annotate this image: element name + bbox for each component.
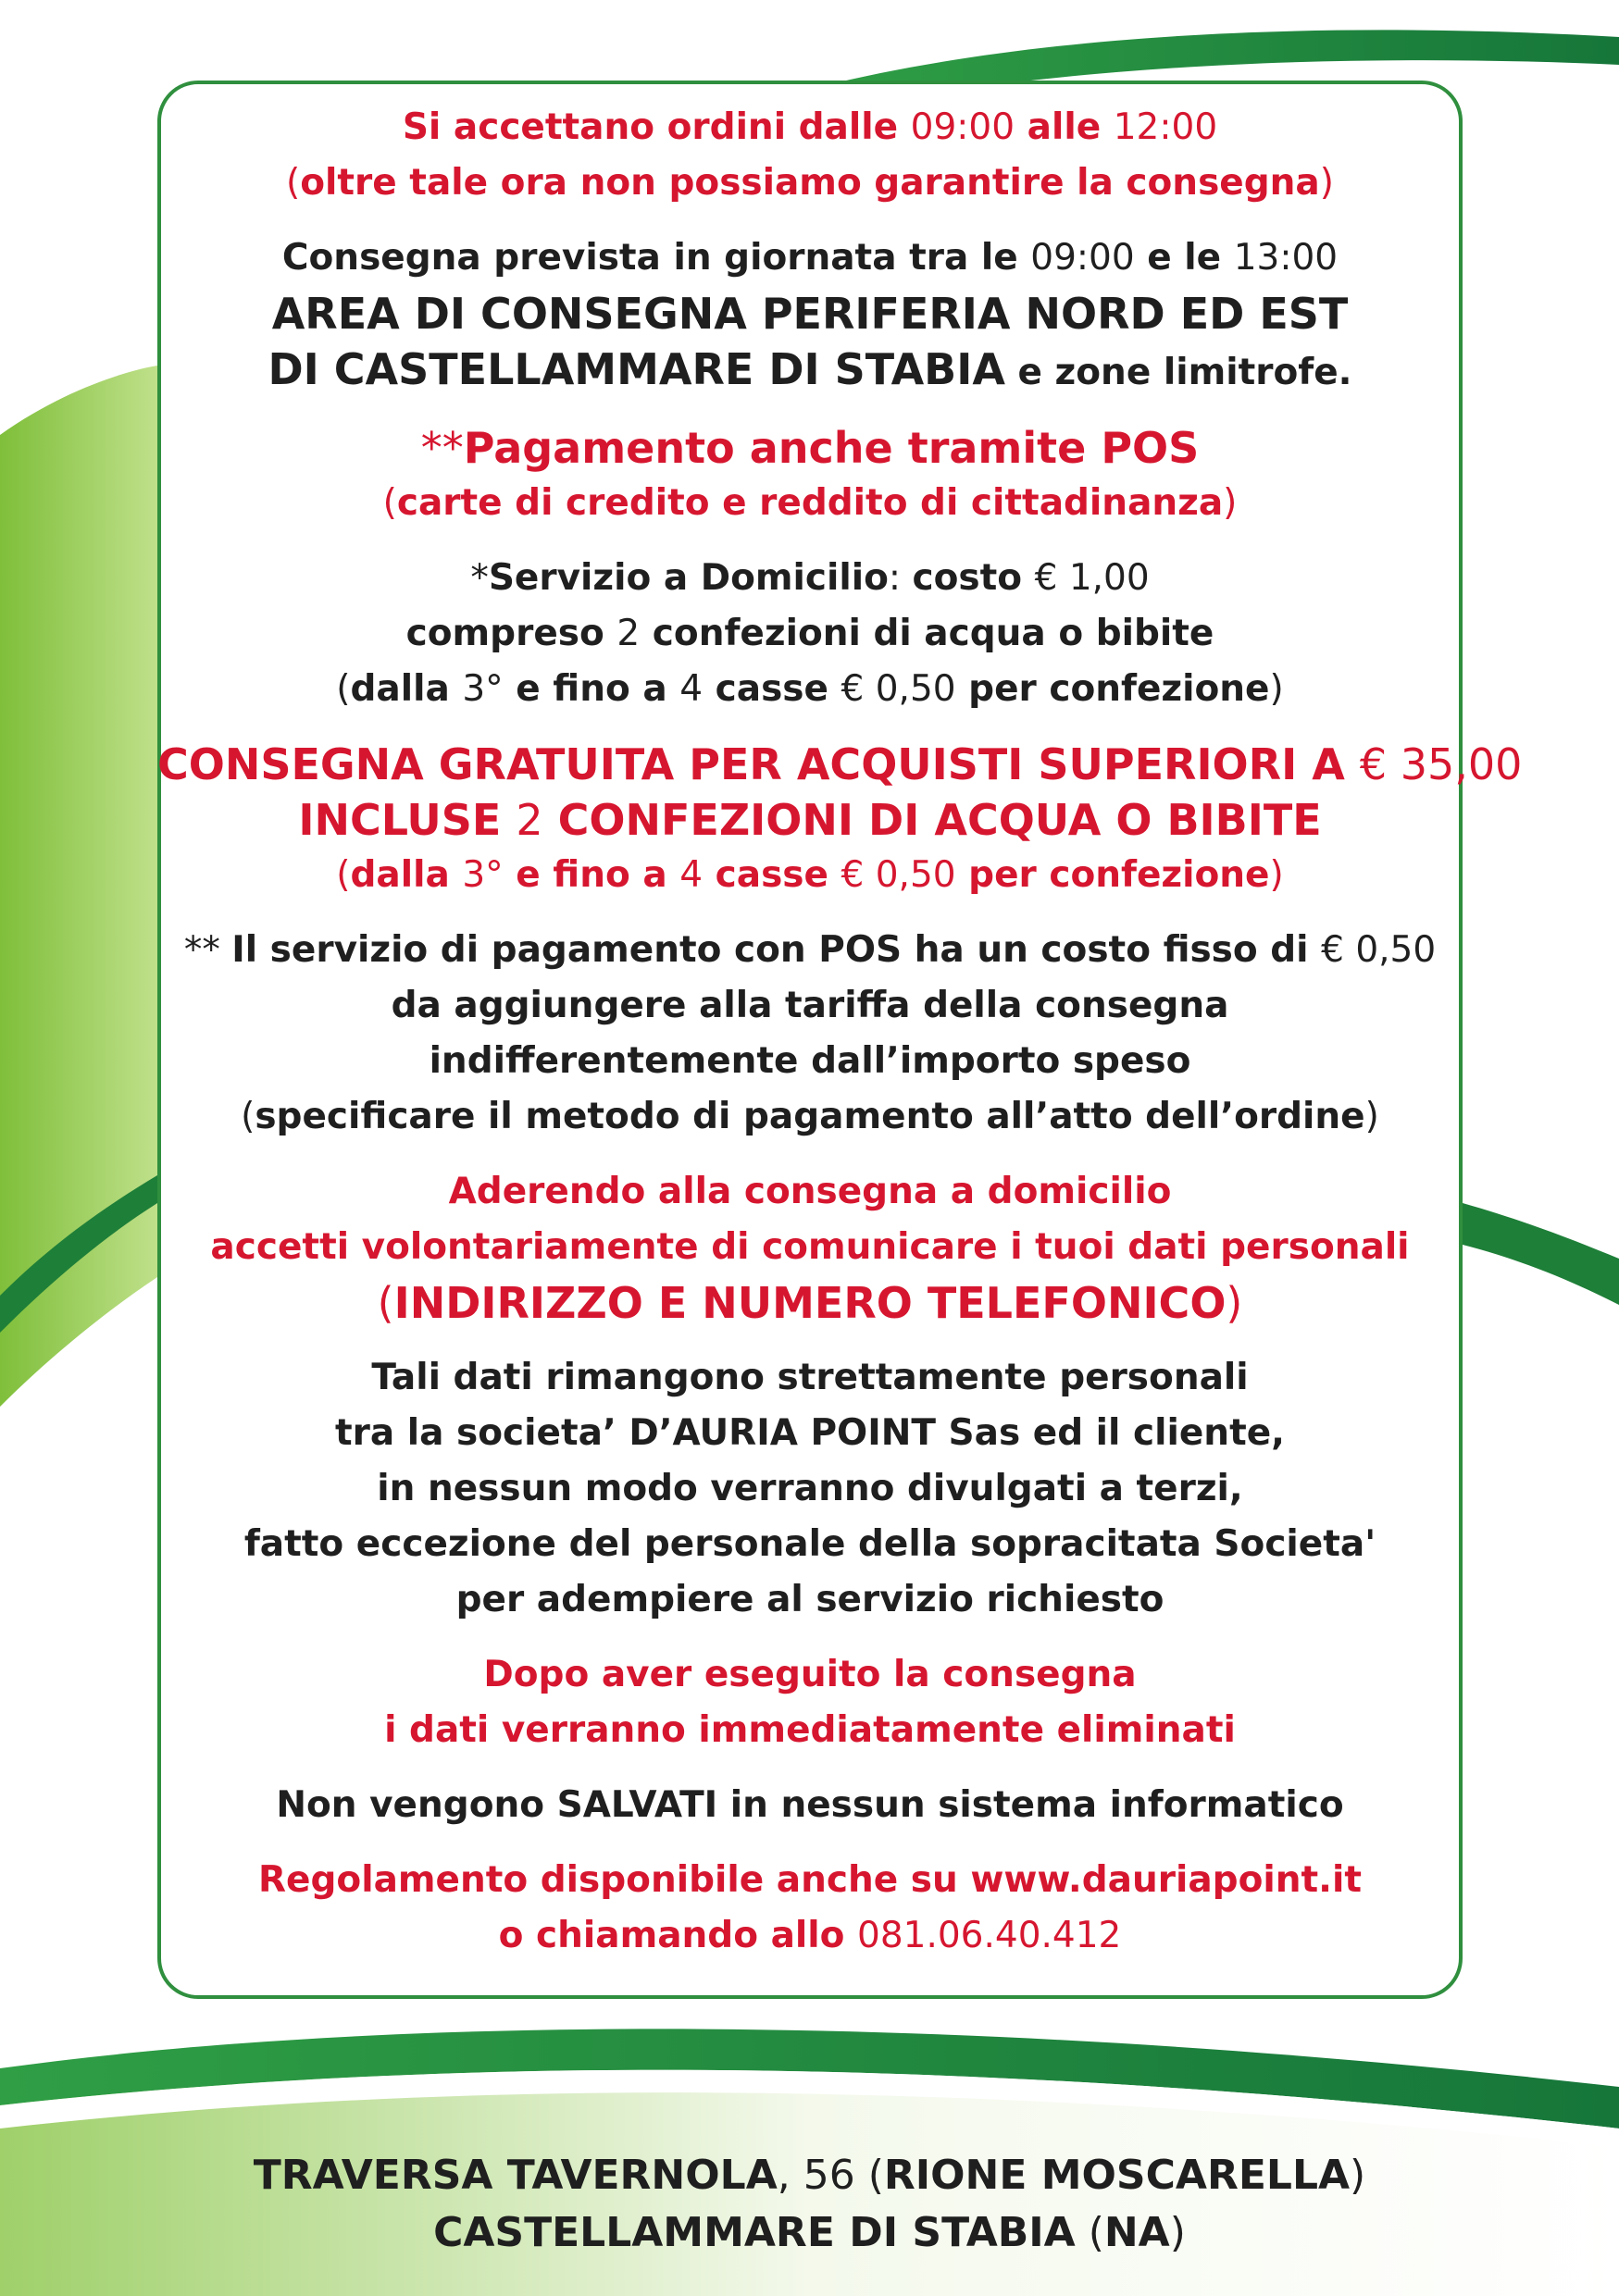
not-saved-section: [157, 1778, 1463, 1833]
right-dark-wave: [1463, 1203, 1619, 1305]
delivery-section: [157, 230, 1463, 401]
consent-line-3: (INDIRIZZO E NUMERO TELEFONICO): [377, 1278, 1243, 1328]
privacy-line-2: tra la societa’ D’AURIA POINT Sas ed il cliente,: [335, 1412, 1285, 1454]
not-saved-line: Non vengono SALVATI in nessun sistema informatico: [276, 1784, 1344, 1826]
privacy-line-3: in nessun modo verranno divulgati a terzi,: [377, 1468, 1243, 1509]
service-line-3: (dalla 3° e fino a 4 casse € 0,50 per confezione): [336, 668, 1284, 710]
rules-line-2: o chiamando allo 081.06.40.412: [498, 1915, 1122, 1956]
free-line-2: INCLUSE 2 CONFEZIONI DI ACQUA O BIBITE: [298, 795, 1322, 845]
info-content: [157, 100, 1523, 1983]
delivery-area-title: AREA DI CONSEGNA PERIFERIA NORD ED EST: [271, 289, 1349, 339]
address-line-2: CASTELLAMMARE DI STABIA (NA): [433, 2209, 1186, 2256]
pos-note-section: [157, 923, 1463, 1145]
address-line-1: TRAVERSA TAVERNOLA, 56 (RIONE MOSCARELLA): [253, 2152, 1366, 2199]
orders-section: [157, 100, 1463, 211]
pos-note-line-3: indifferentemente dall’importo speso: [429, 1040, 1191, 1082]
rules-section: [157, 1853, 1463, 1964]
orders-line-1: Si accettano ordini dalle 09:00 alle 12:00: [402, 106, 1218, 148]
privacy-line-4: fatto eccezione del personale della sopracitata Societa': [243, 1523, 1376, 1565]
free-delivery-section: [157, 737, 1523, 903]
privacy-line-5: per adempiere al servizio richiesto: [455, 1579, 1164, 1620]
free-line-3: (dalla 3° e fino a 4 casse € 0,50 per confezione): [336, 854, 1284, 896]
service-line-1: *Servizio a Domicilio: costo € 1,00: [470, 557, 1150, 599]
pos-note-line-2: da aggiungere alla tariffa della consegna: [391, 985, 1229, 1026]
privacy-line-1: Tali dati rimangono strettamente personali: [371, 1357, 1249, 1398]
address-footer: [0, 2147, 1619, 2262]
rules-line-1[interactable]: Regolamento disponibile anche su www.dauriapoint.it: [258, 1859, 1362, 1901]
phone-number[interactable]: 081.06.40.412: [857, 1915, 1122, 1956]
deletion-line-1: Dopo aver eseguito la consegna: [483, 1654, 1137, 1695]
delivery-area-line: DI CASTELLAMMARE DI STABIA e zone limitrofe.: [268, 344, 1352, 394]
payment-section: [157, 420, 1463, 531]
pos-note-line-4: (specificare il metodo di pagamento all’atto dell’ordine): [241, 1096, 1379, 1137]
pos-note-line-1: ** Il servizio di pagamento con POS ha un costo fisso di € 0,50: [183, 929, 1437, 971]
consent-line-2: accetti volontariamente di comunicare i tuoi dati personali: [210, 1226, 1410, 1268]
service-line-2: compreso 2 confezioni di acqua o bibite: [405, 613, 1214, 654]
deletion-section: [157, 1647, 1463, 1758]
payment-line-1: **Pagamento anche tramite POS: [420, 423, 1200, 473]
delivery-line-1: Consegna prevista in giornata tra le 09:00 e le 13:00: [281, 237, 1339, 279]
consent-line-1: Aderendo alla consegna a domicilio: [448, 1171, 1172, 1212]
privacy-section: [157, 1350, 1463, 1628]
deletion-line-2: i dati verranno immediatamente eliminati: [384, 1709, 1236, 1751]
free-line-1: CONSEGNA GRATUITA PER ACQUISTI SUPERIORI A € 35,00: [157, 739, 1523, 789]
payment-line-2: (carte di credito e reddito di cittadinanza): [382, 482, 1238, 524]
orders-line-2: (oltre tale ora non possiamo garantire la consegna): [286, 162, 1334, 204]
consent-section: [157, 1164, 1463, 1331]
service-section: [157, 551, 1463, 717]
